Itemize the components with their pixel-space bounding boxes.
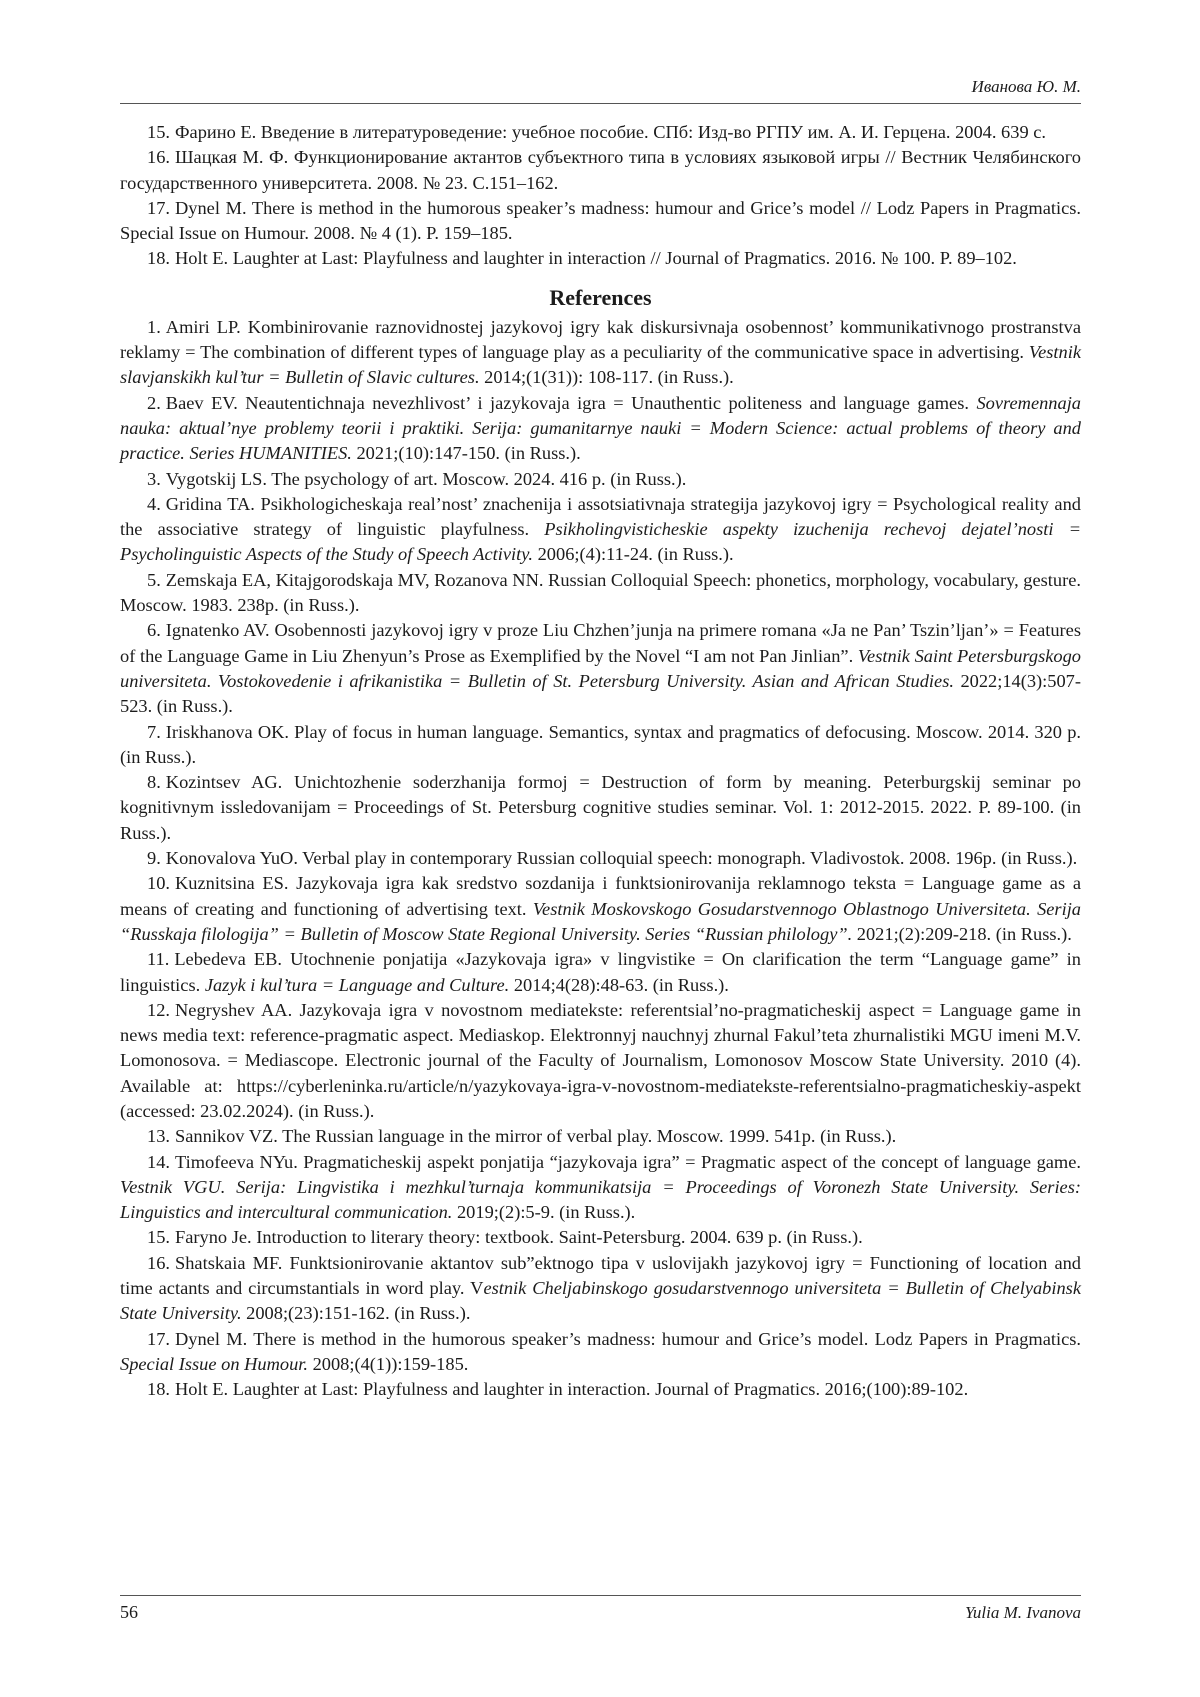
reference-details: 2022;14(3):507-523. (in Russ.). — [120, 670, 1081, 717]
reference-source: estnik Cheljabinskogo gosudarstvennogo universiteta = Bulletin of Chelyabinsk State University. — [120, 1278, 1081, 1324]
reference-text: Ignatenko AV. Osobennosti jazykovoj igry v proze Liu Chzhen’junja na primere romana «Ja ne Pan’ Tszin’ljan’» = Features of the Language Game in Liu Zhenyun’s Prose as Exemplified by the Novel “I am not Pan Jinlian”. — [120, 620, 1081, 666]
reference-text: Baev EV. Neautentichnaja nevezhlivost’ i jazykovaja igra = Unauthentic politeness and language games. — [165, 392, 977, 413]
reference-details: 2021;(2):209-218. (in Russ.). — [852, 923, 1072, 944]
reference-item — [120, 1251, 1081, 1327]
header-rule — [120, 103, 1081, 104]
reference-item — [120, 720, 1081, 771]
reference-item — [120, 871, 1081, 947]
reference-number: 2. — [147, 392, 161, 413]
reference-text: Amiri LP. Kombinirovanie raznovidnostej jazykovoj igry kak diskursivnaja osobennost’ kommunikativnogo prostranstva reklamy = The combination of different types of language play as a peculiarity of the communicative space in advertising. — [120, 316, 1081, 363]
reference-number: 7. — [147, 721, 161, 742]
reference-text: Konovalova YuO. Verbal play in contemporary Russian colloquial speech: monograph. Vladivostok. 2008. 196p. (in Russ.). — [165, 848, 1078, 869]
reference-number: 9. — [147, 848, 161, 869]
reference-number: 18. — [147, 248, 170, 269]
reference-item — [120, 846, 1081, 871]
reference-text: Timofeeva NYu. Pragmaticheskij aspekt ponjatija “jazykovaja igra” = Pragmatic aspect of the concept of language game. — [175, 1151, 1081, 1172]
reference-text: Фарино Е. Введение в литературоведение: учебное пособие. СПб: Изд-во РГПУ им. А. И. Герцена. 2004. 639 с. — [175, 122, 1047, 142]
reference-text: Kozintsev AG. Unichtozhenie soderzhanija formoj = Destruction of form by meaning. Peterburgskij seminar po kognitivnym issledovanijam = Proceedings of St. Petersburg cognitive studies seminar. Vol. 1: 2012-2015. 2022. P. 89-100. (in Russ.). — [120, 772, 1081, 843]
references-heading: References — [549, 284, 652, 310]
reference-text: Negryshev AA. Jazykovaja igra v novostnom mediatekste: referentsial’no-pragmaticheskij aspect = Language game in news media text: reference-pragmatic aspect. Mediaskop. Elektronnyj nauchnyj zhurnal Fakul’teta zhurnalistiki MGU imeni M.V. Lomonosova. = Mediascope. Electronic journal of the Faculty of Journalism, Lomonosov Moscow State University. 2010 (4). Available at: https://cyberleninka.ru/article/n/yazykovaya-igra-v-novostnom-mediatekste-referentsialno-pragmaticheskiy-aspekt (accessed: 23.02.2024). (in Russ.). — [120, 999, 1081, 1121]
reference-ru-item — [120, 145, 1081, 196]
reference-details: 2014;4(28):48-63. (in Russ.). — [509, 974, 729, 995]
reference-source: Psikholingvisticheskie aspekty izuchenija rechevoj dejatel’nosti = Psycholinguistic Aspects of the Study of Speech Activity. — [120, 519, 1081, 565]
reference-item — [120, 315, 1081, 391]
references-list — [120, 315, 1081, 1403]
reference-item — [120, 568, 1081, 619]
reference-details: 2006;(4):11-24. (in Russ.). — [533, 544, 734, 565]
reference-item — [120, 947, 1081, 998]
reference-number: 17. — [147, 1328, 170, 1349]
reference-text: Dynel M. There is method in the humorous speaker’s madness: humour and Grice’s model. Lodz Papers in Pragmatics. — [175, 1328, 1081, 1349]
reference-item — [120, 1327, 1081, 1378]
reference-number: 3. — [147, 468, 161, 489]
reference-text: Iriskhanova OK. Play of focus in human language. Semantics, syntax and pragmatics of defocusing. Moscow. 2014. 320 p. (in Russ.). — [120, 721, 1081, 767]
reference-text: Sannikov VZ. The Russian language in the mirror of verbal play. Moscow. 1999. 541p. (in Russ.). — [175, 1126, 897, 1147]
reference-text: Шацкая М. Ф. Функционирование актантов субъектного типа в условиях языковой игры // Вестник Челябинского государственного университета. 2008. № 23. С.151–162. — [120, 147, 1081, 193]
reference-source: Vestnik slavjanskikh kul’tur = Bulletin of Slavic cultures. — [120, 342, 1081, 388]
reference-item — [120, 467, 1081, 492]
reference-text: Vygotskij LS. The psychology of art. Moscow. 2024. 416 p. (in Russ.). — [165, 468, 687, 489]
reference-number: 18. — [147, 1379, 170, 1400]
reference-item — [120, 1124, 1081, 1149]
reference-source: Vestnik VGU. Serija: Lingvistika i mezhkul’turnaja kommunikatsija = Proceedings of Voronezh State University. Series: Linguistics and intercultural communication. — [120, 1176, 1081, 1223]
reference-number: 15. — [147, 1227, 170, 1248]
footer-rule — [120, 1595, 1081, 1596]
reference-item — [120, 1225, 1081, 1250]
reference-text: Faryno Je. Introduction to literary theory: textbook. Saint-Petersburg. 2004. 639 p. (in Russ.). — [175, 1227, 863, 1248]
reference-number: 15. — [147, 122, 170, 142]
reference-source: Vestnik Moskovskogo Gosudarstvennogo Oblastnogo Universiteta. Serija “Russkaja filologija” = Bulletin of Moscow State Regional University. Series “Russian philology”. — [120, 898, 1081, 944]
reference-number: 12. — [147, 999, 170, 1020]
reference-number: 1. — [147, 316, 161, 337]
running-head: Иванова Ю. М. — [971, 77, 1081, 96]
reference-item — [120, 770, 1081, 846]
reference-ru-item — [120, 196, 1081, 247]
reference-ru-item — [120, 120, 1081, 145]
reference-number: 16. — [147, 1252, 170, 1273]
reference-text: Shatskaia MF. Funktsionirovanie aktantov sub”ektnogo tipa v uslovijakh jazykovoj igry = Functioning of location and time actants and circumstantials in word play. V — [120, 1252, 1081, 1299]
footer-author: Yulia M. Ivanova — [964, 1603, 1081, 1622]
reference-details: 2008;(4(1)):159-185. — [307, 1353, 469, 1374]
reference-number: 4. — [147, 493, 161, 514]
reference-text: Holt E. Laughter at Last: Playfulness and laughter in interaction. Journal of Pragmatics. 2016;(100):89-102. — [175, 1379, 969, 1400]
reference-number: 13. — [147, 1126, 170, 1147]
reference-source: Jazyk i kul’tura = Language and Culture. — [204, 974, 510, 995]
reference-details: 2019;(2):5-9. (in Russ.). — [452, 1202, 636, 1223]
reference-text: Kuznitsina ES. Jazykovaja igra kak sredstvo sozdanija i funktsionirovanija reklamnogo teksta = Language game as a means of creating and functioning of advertising text. — [120, 873, 1081, 919]
reference-source: Vestnik Saint Petersburgskogo universiteta. Vostokovedenie i afrikanistika = Bulletin of St. Petersburg University. Asian and African Studies. — [120, 645, 1081, 691]
references-ru-list — [120, 120, 1081, 272]
reference-item — [120, 1377, 1081, 1402]
reference-text: Lebedeva EB. Utochnenie ponjatija «Jazykovaja igra» v lingvistike = On clarification the term “Language game” in linguistics. — [120, 949, 1081, 995]
reference-number: 6. — [147, 620, 161, 641]
reference-details: 2021;(10):147-150. (in Russ.). — [351, 443, 581, 464]
reference-details: 2008;(23):151-162. (in Russ.). — [241, 1303, 471, 1324]
reference-number: 8. — [147, 772, 161, 793]
reference-item — [120, 998, 1081, 1124]
reference-text: Zemskaja EA, Kitajgorodskaja MV, Rozanova NN. Russian Colloquial Speech: phonetics, morphology, vocabulary, gesture. Moscow. 1983. 238p. (in Russ.). — [120, 569, 1081, 616]
article-body — [120, 120, 1081, 1403]
reference-ru-item — [120, 246, 1081, 271]
reference-item — [120, 1150, 1081, 1226]
reference-number: 11. — [147, 949, 170, 970]
reference-number: 14. — [147, 1151, 170, 1172]
reference-item — [120, 391, 1081, 467]
reference-text: Gridina TA. Psikhologicheskaja real’nost’ znachenija i assotsiativnaja strategija jazykovoj igry = Psychological reality and the associative strategy of linguistic playfulness. — [120, 493, 1081, 540]
reference-number: 17. — [147, 197, 170, 218]
page-number: 56 — [120, 1602, 138, 1622]
reference-text: Dynel M. There is method in the humorous speaker’s madness: humour and Grice’s model // Lodz Papers in Pragmatics. Special Issue on Humour. 2008. № 4 (1). P. 159–185. — [120, 197, 1081, 244]
reference-item — [120, 492, 1081, 568]
reference-item — [120, 618, 1081, 719]
reference-details: 2014;(1(31)): 108-117. (in Russ.). — [479, 367, 734, 388]
reference-text: Holt E. Laughter at Last: Playfulness and laughter in interaction // Journal of Pragmatics. 2016. № 100. P. 89–102. — [175, 248, 1017, 269]
reference-number: 10. — [147, 873, 170, 894]
reference-number: 5. — [147, 569, 161, 590]
reference-number: 16. — [147, 147, 170, 168]
reference-source: Special Issue on Humour. — [120, 1353, 308, 1374]
reference-source: Sovremennaja nauka: aktual’nye problemy teorii i praktiki. Serija: gumanitarnye nauki = Modern Science: actual problems of theory and practice. Series HUMANITIES. — [120, 392, 1081, 464]
